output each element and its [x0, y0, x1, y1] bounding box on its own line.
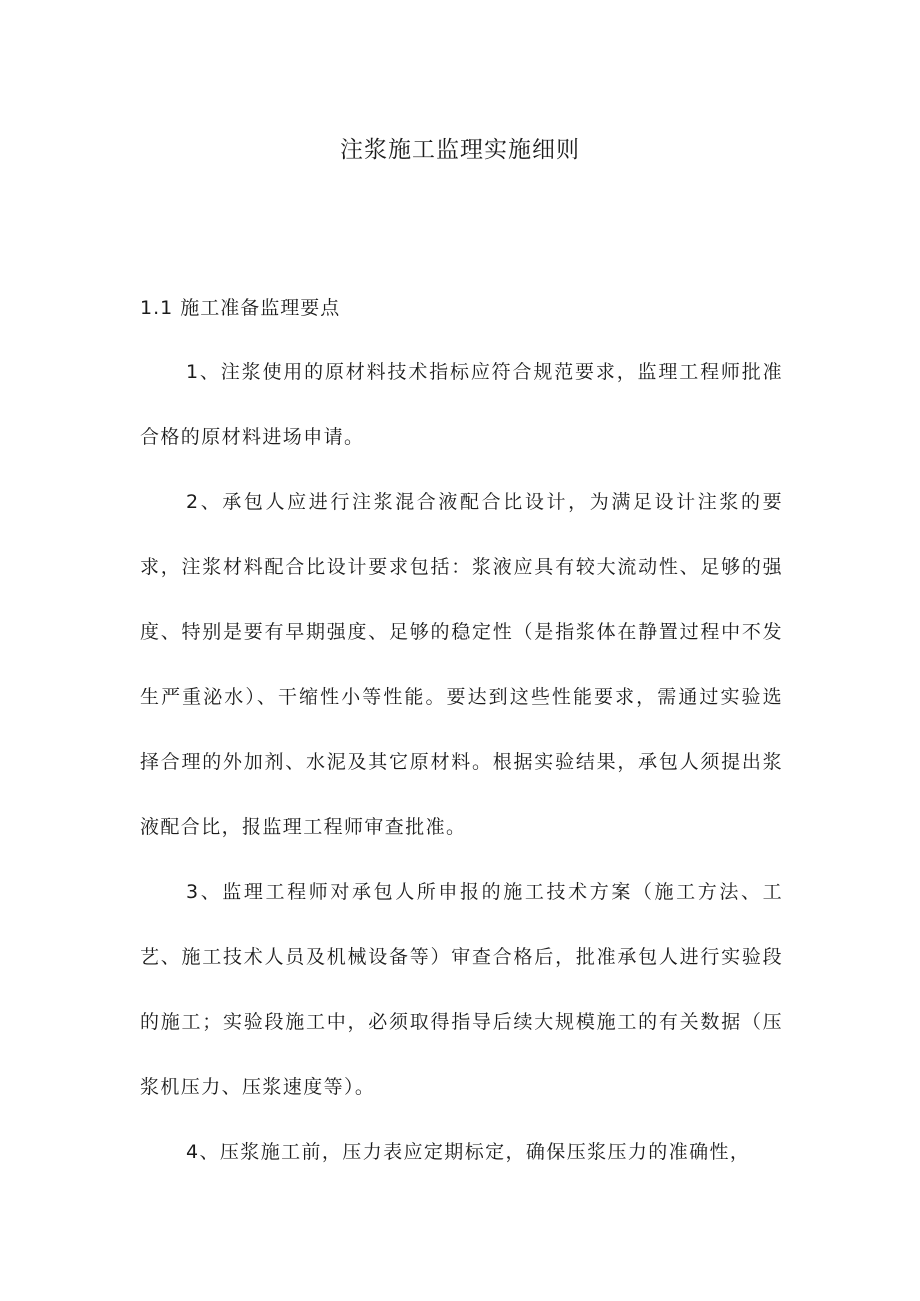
paragraph-4: 4、压浆施工前，压力表应定期标定，确保压浆压力的准确性， [186, 1141, 751, 1163]
document-title: 注浆施工监理实施细则 [340, 137, 580, 163]
paragraph-1: 1、注浆使用的原材料技术指标应符合规范要求，监理工程师批准合格的原材料进场申请。 [140, 361, 783, 448]
section-heading: 1.1 施工准备监理要点 [140, 297, 341, 319]
paragraph-2: 2、承包人应进行注浆混合液配合比设计，为满足设计注浆的要求，注浆材料配合比设计要求包括：浆液应具有较大流动性、足够的强度、特别是要有早期强度、足够的稳定性（是指浆体在静置过程中不发生严重泌水）、干缩性小等性能。要达到这些性能要求，需通过实验选择合理的外加剂、水泥及其它原材料。根据实验结果，承包人须提出浆液配合比，报监理工程师审查批准。 [140, 491, 783, 838]
paragraph-3: 3、监理工程师对承包人所申报的施工技术方案（施工方法、工艺、施工技术人员及机械设备等）审查合格后，批准承包人进行实验段的施工；实验段施工中，必须取得指导后续大规模施工的有关数据（压浆机压力、压浆速度等）。 [140, 881, 783, 1098]
